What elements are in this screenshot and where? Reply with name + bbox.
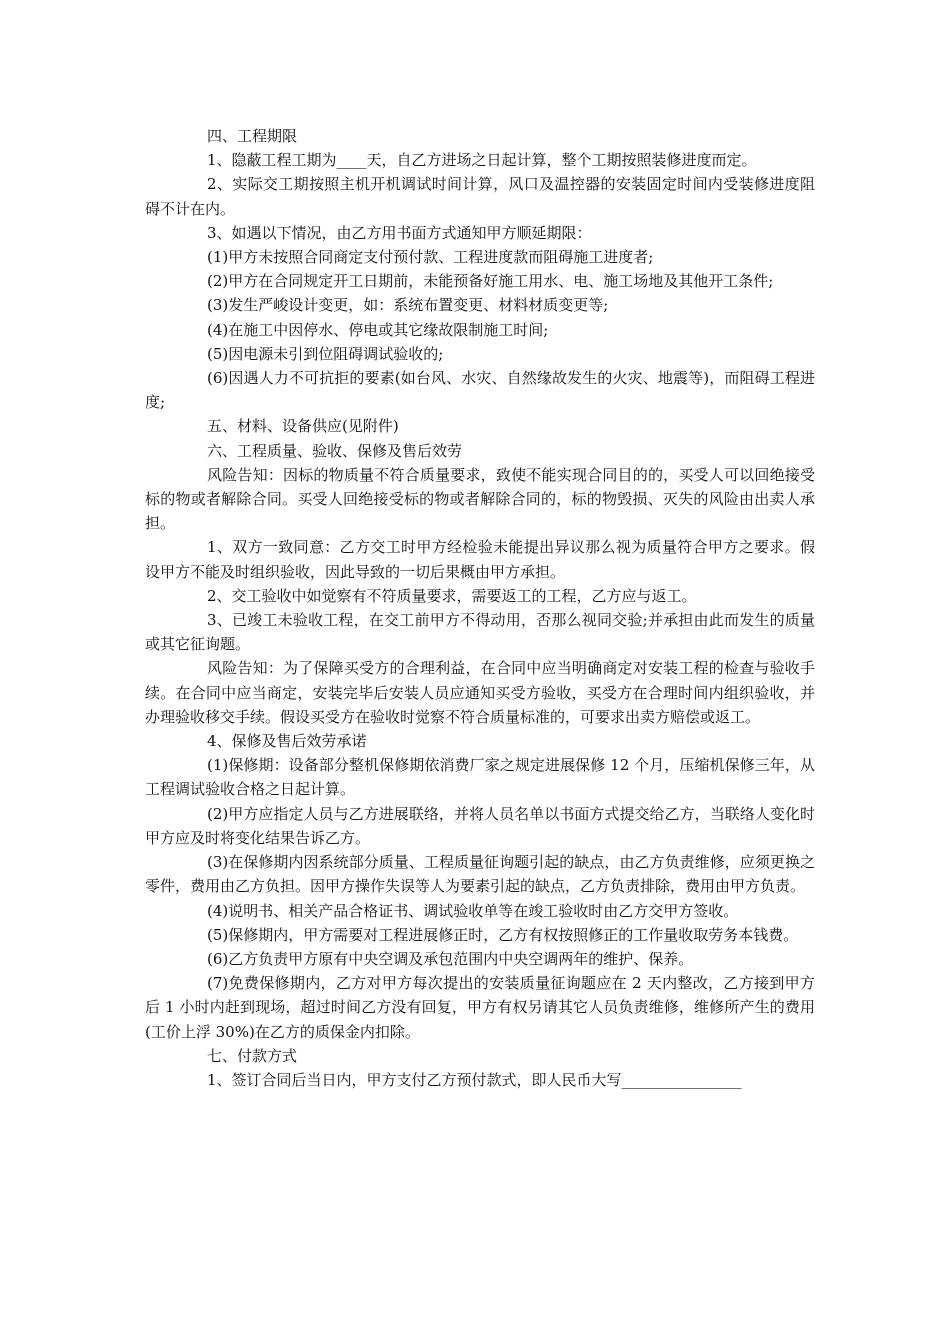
list-item: (6)乙方负责甲方原有中央空调及承包范围内中央空调两年的维护、保养。: [207, 949, 694, 968]
list-item: (2)甲方应指定人员与乙方进展联络，并将人员名单以书面方式提交给乙方，当联络人变化时甲方应及时将变化结果告诉乙方。: [145, 804, 815, 847]
paragraph: 1、签订合同后当日内，甲方支付乙方预付款式，即人民币大写________________: [207, 1070, 742, 1089]
paragraph: 3、已竣工未验收工程，在交工前甲方不得动用，否那么视同交验;并承担由此而发生的质量或其它征询题。: [145, 611, 815, 654]
paragraph: 3、如遇以下情况，由乙方用书面方式通知甲方顺延期限：: [207, 223, 592, 242]
list-item: (2)甲方在合同规定开工日期前，未能预备好施工用水、电、施工场地及其他开工条件;: [207, 272, 774, 291]
paragraph: 2、实际交工期按照主机开机调试时间计算，风口及温控器的安装固定时间内受装修进度阻碍不计在内。: [145, 175, 815, 218]
list-item: (1)保修期：设备部分整机保修期依消费厂家之规定进展保修 12 个月，压缩机保修三年，从工程调试验收合格之日起计算。: [145, 756, 815, 799]
section-heading-materials: 五、材料、设备供应(见附件): [207, 417, 399, 436]
list-item: (3)发生严峻设计变更，如：系统布置变更、材料材质变更等;: [207, 296, 609, 315]
subsection-heading-warranty: 4、保修及售后效劳承诺: [207, 732, 367, 751]
paragraph: 1、双方一致同意：乙方交工时甲方经检验未能提出异议那么视为质量符合甲方之要求。假设甲方不能及时组织验收，因此导致的一切后果概由甲方承担。: [145, 538, 815, 581]
list-item: (7)免费保修期内，乙方对甲方每次提出的安装质量征询题应在 2 天内整改，乙方接到甲方后 1 小时内赶到现场，超过时间乙方没有回复，甲方有权另请其它人员负责维修，维修所产生的费用(工价上浮 30%)在乙方的质保金内扣除。: [145, 974, 815, 1041]
list-item: (5)因电源未引到位阻碍调试验收的;: [207, 344, 444, 363]
section-heading-quality: 六、工程质量、验收、保修及售后效劳: [207, 441, 463, 460]
section-heading-schedule: 四、工程期限: [207, 127, 298, 145]
paragraph: 1、隐蔽工程工期为____天，自乙方进场之日起计算，整个工期按照装修进度而定。: [207, 151, 757, 170]
paragraph: 2、交工验收中如觉察有不符质量要求，需要返工的工程，乙方应与返工。: [207, 586, 697, 605]
risk-notice: 风险告知：因标的物质量不符合质量要求，致使不能实现合同目的的，买受人可以回绝接受标的物或者解除合同。买受人回绝接受标的物或者解除合同的，标的物毁损、灭失的风险由出卖人承担。: [145, 465, 815, 533]
section-heading-payment: 七、付款方式: [207, 1046, 298, 1065]
risk-notice: 风险告知：为了保障买受方的合理利益，在合同中应当明确商定对安装工程的检查与验收手续。在合同中应当商定，安装完毕后安装人员应通知买受方验收，买受方在合理时间内组织验收，并办理验收移交手续。假设买受方在验收时觉察不符合质量标准的，可要求出卖方赔偿或返工。: [145, 659, 815, 726]
list-item: (6)因遇人力不可抗拒的要素(如台风、水灾、自然缘故发生的火灾、地震等)，而阻碍工程进度;: [145, 369, 815, 412]
list-item: (4)在施工中因停水、停电或其它缘故限制施工时间;: [207, 320, 549, 339]
document-page: [145, 124, 815, 1092]
list-item: (5)保修期内，甲方需要对工程进展修正时，乙方有权按照修正的工作量收取劳务本钱费。: [207, 925, 799, 944]
list-item: (3)在保修期内因系统部分质量、工程质量征询题引起的缺点，由乙方负责维修，应须更换之零件，费用由乙方负担。因甲方操作失误等人为要素引起的缺点，乙方负责排除，费用由甲方负责。: [145, 853, 815, 896]
list-item: (1)甲方未按照合同商定支付预付款、工程进度款而阻碍施工进度者;: [207, 248, 654, 267]
list-item: (4)说明书、相关产品合格证书、调试验收单等在竣工验收时由乙方交甲方签收。: [207, 901, 739, 920]
